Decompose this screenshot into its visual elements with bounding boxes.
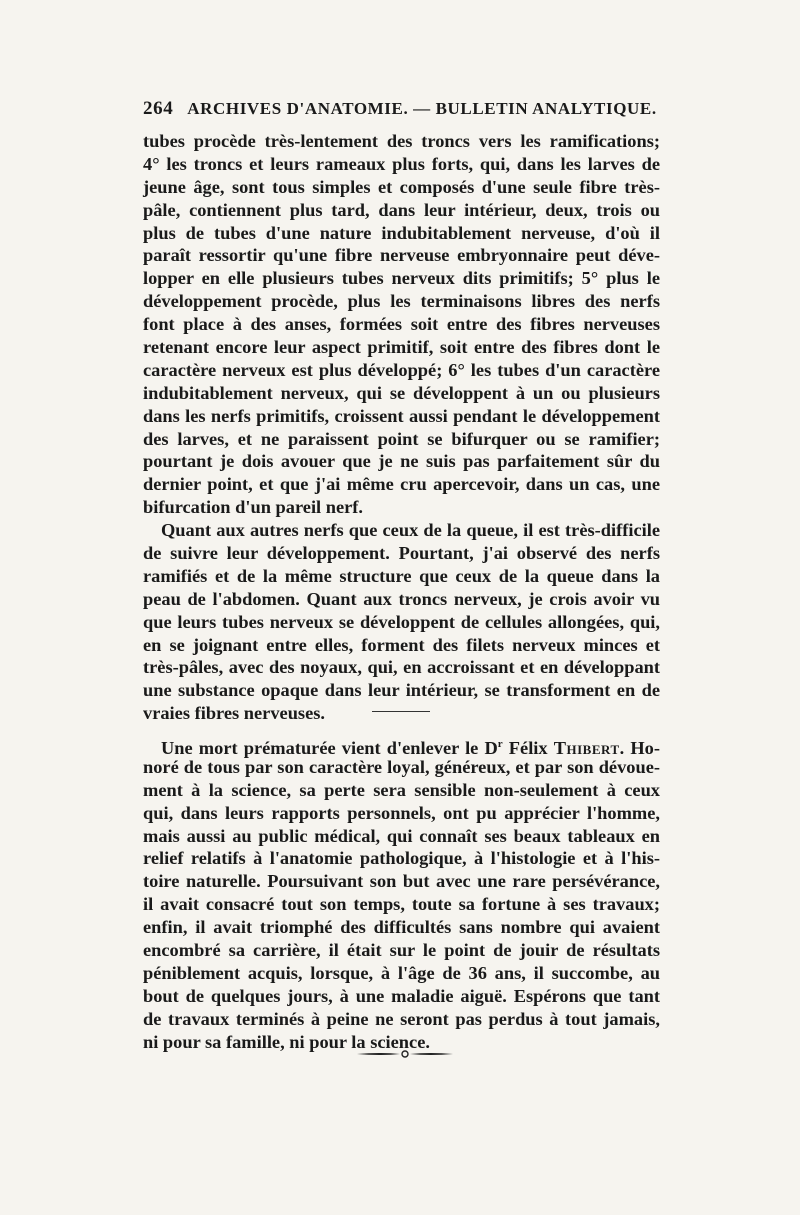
text-line: bifurcation d'un pareil nerf. [143,497,364,518]
text-line: pâle, contiennent plus tard, dans leur intérieur, deux, trois ou [143,199,660,220]
text-line: Quant aux autres nerfs que ceux de la queue, il est très-difficile [161,520,660,541]
text-line: relief relatifs à l'anatomie pathologique, à l'histologie et à l'his- [143,848,660,869]
text-line: de travaux terminés à peine ne seront pas perdus à tout jamais, [143,1008,660,1029]
text-line: péniblement acquis, lorsque, à l'âge de 36 ans, il succombe, au [143,962,660,983]
text-block [143,130,660,725]
text-line: enfin, il avait triomphé des difficultés sans nombre qui avaient [143,917,660,938]
text-line: très-pâles, avec des noyaux, qui, en accroissant et en développant [143,657,660,678]
text-line: caractère nerveux est plus développé; 6° les tubes d'un caractère [143,359,660,380]
text-line: pourtant je dois avouer que je ne suis pas parfaitement sûr du [143,451,660,472]
text-line: plus de tubes d'une nature indubitablement nerveuse, d'où il [143,222,660,243]
running-header [143,98,663,120]
text-line: dans les nerfs primitifs, croissent aussi pendant le développement [143,405,660,426]
text-line: indubitablement nerveux, qui se développent à un ou plusieurs [143,382,660,403]
running-title: ARCHIVES D'ANATOMIE. — BULLETIN ANALYTIQUE. [187,99,657,118]
end-ornament-icon [355,1050,455,1058]
paragraph-1 [143,130,660,519]
text-line: paraît ressortir qu'une fibre nerveuse embryonnaire peut déve- [143,245,660,266]
text-line: vraies fibres nerveuses. [143,703,326,724]
section-separator-rule [372,711,430,712]
text-line: des larves, et ne paraissent point se bifurquer ou se ramifier; [143,428,660,449]
text-line: peau de l'abdomen. Quant aux troncs nerveux, je crois avoir vu [143,588,660,609]
text-line: il avait consacré tout son temps, toute sa fortune à ses travaux; [143,894,660,915]
paragraph-2 [143,519,660,725]
text-line: encombré sa carrière, il était sur le point de jouir de résultats [143,940,660,961]
text-line: ment à la science, sa perte sera sensible non-seulement à ceux [143,779,660,800]
text-line: 4° les troncs et leurs rameaux plus forts, qui, dans les larves de [143,153,660,174]
text-line: noré de tous par son caractère loyal, généreux, et par son dévoue- [143,756,660,777]
obituary-paragraph [143,733,660,1053]
text-line: dernier point, et que j'ai même cru apercevoir, dans un cas, une [143,474,660,495]
text-line: mais aussi au public médical, qui connaît ses beaux tableaux en [143,825,660,846]
text-line: lopper en elle plusieurs tubes nerveux dits primitifs; 5° plus le [143,268,660,289]
text-line: ni pour sa famille, ni pour la science. [143,1031,430,1052]
text-line: bout de quelques jours, à une maladie aiguë. Espérons que tant [143,985,660,1006]
text-line: toire naturelle. Poursuivant son but avec une rare persévérance, [143,871,660,892]
text-line: Une mort prématurée vient d'enlever le $D^r$ Félix Thibert. Ho- [161,738,660,759]
text-line: font place à des anses, formées soit entre des fibres nerveuses [143,314,660,335]
person-name: Thibert [553,738,620,759]
text-line: en se joignant entre elles, forment des filets nerveux minces et [143,634,660,655]
text-line: qui, dans leurs rapports personnels, ont pu apprécier l'homme, [143,802,660,823]
text-line: une substance opaque dans leur intérieur, se transforment en de [143,680,660,701]
text-line: retenant encore leur aspect primitif, soit entre des fibres dont le [143,337,660,358]
text-line: que leurs tubes nerveux se développent de cellules allongées, qui, [143,611,660,632]
text-line: jeune âge, sont tous simples et composés d'une seule fibre très- [143,176,660,197]
text-line: ramifiés et de la même structure que ceux de la queue dans la [143,565,660,586]
text-line: tubes procède très-lentement des troncs vers les ramifications; [143,131,660,151]
page-number: 264 [143,98,174,119]
text-line: développement procède, plus les terminaisons libres des nerfs [143,291,660,312]
text-line: de suivre leur développement. Pourtant, j'ai observé des nerfs [143,543,660,564]
superscript-r: r [497,738,503,750]
